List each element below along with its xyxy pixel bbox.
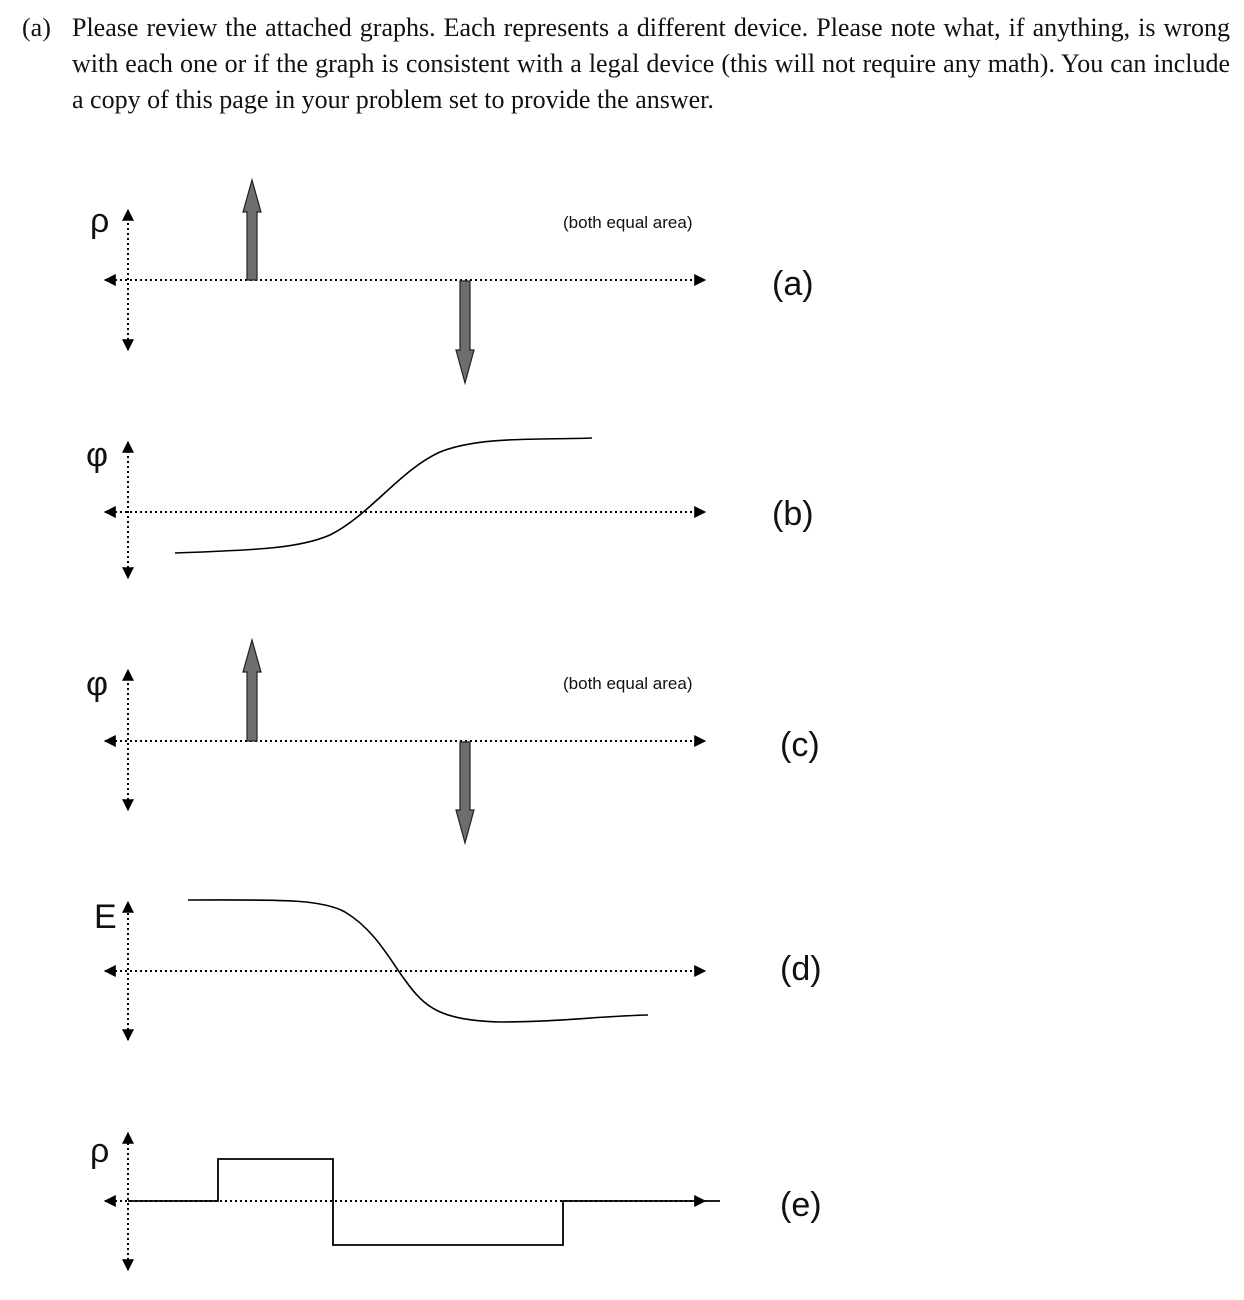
graph-label: (e) — [780, 1186, 822, 1224]
positive-delta-arrow — [243, 640, 261, 741]
potential-curve — [175, 438, 592, 553]
graph-d — [94, 898, 822, 1040]
problem-number: (a) — [22, 13, 51, 42]
graph-label: (a) — [772, 265, 814, 303]
graph-label: (d) — [780, 950, 822, 988]
axis-label: φ — [86, 436, 109, 474]
graph-label: (c) — [780, 726, 820, 764]
graph-c — [86, 640, 820, 843]
equal-area-note: (both equal area) — [563, 213, 693, 232]
negative-delta-arrow — [456, 742, 474, 843]
negative-delta-arrow — [456, 281, 474, 383]
problem-text: Please review the attached graphs. Each represents a different device. Please note what, if anything, is wrong with each one or if the graph is consistent with a legal device (this will not require any math). You can include a copy of this page in your problem set to provide the answer. — [72, 13, 1230, 114]
axis-label: E — [94, 898, 117, 936]
graph-a — [90, 180, 814, 383]
graph-b — [86, 436, 814, 578]
axis-label: φ — [86, 665, 109, 703]
equal-area-note: (both equal area) — [563, 674, 693, 693]
axis-label: ρ — [90, 1132, 110, 1170]
field-curve — [188, 900, 648, 1022]
graph-e — [90, 1132, 822, 1270]
positive-delta-arrow — [243, 180, 261, 280]
axis-label: ρ — [90, 202, 110, 240]
graph-label: (b) — [772, 495, 814, 533]
